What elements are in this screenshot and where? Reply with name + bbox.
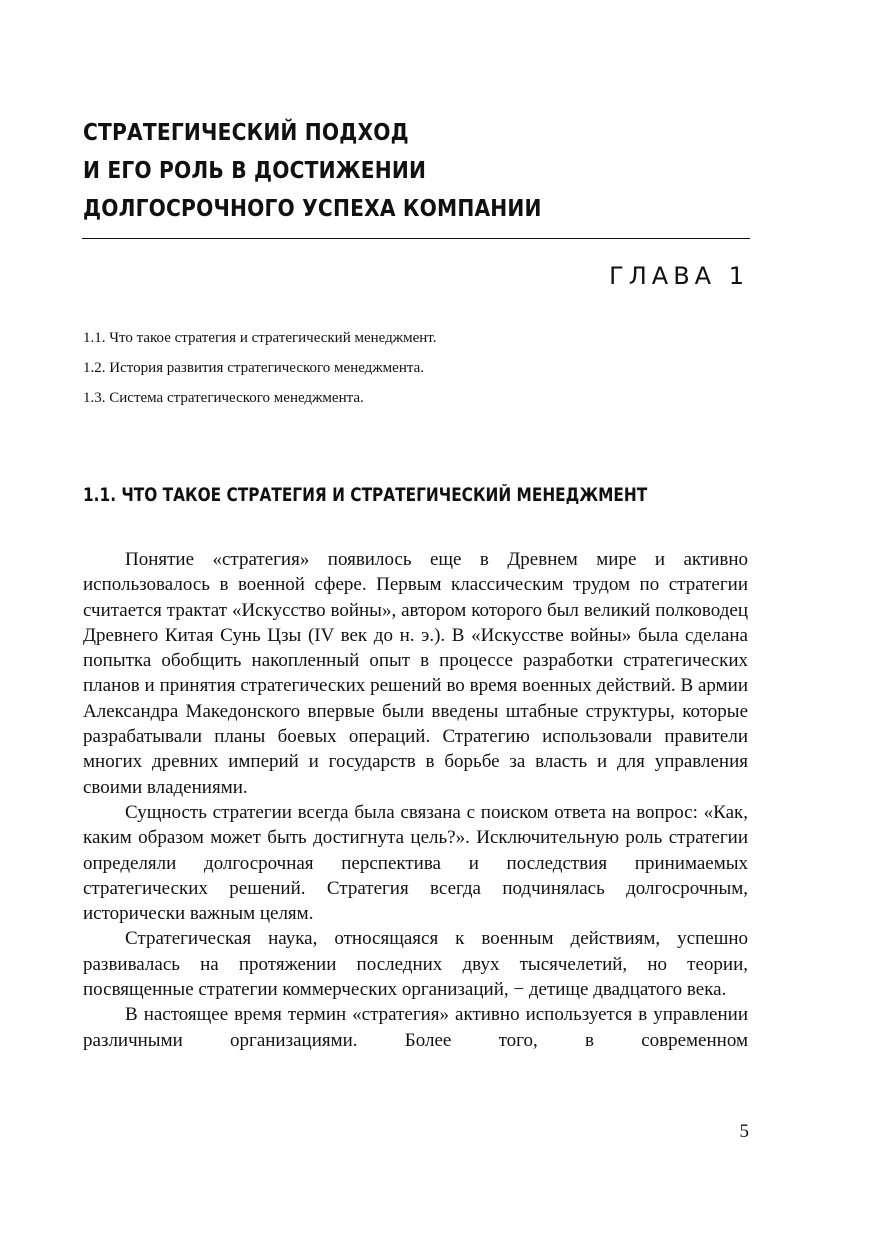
title-divider — [82, 238, 750, 239]
paragraph: Понятие «стратегия» появилось еще в Древнем мире и активно использовалось в военной сфере. Первым классическим трудом по стратегии считается трактат «Искусство войны», автором которого был великий полководец Древнего Китая Сунь Цзы (IV век до н. э.). В «Искусстве войны» была сделана попытка обобщить накопленный опыт в процессе разработки стратегических планов и принятия стратегических решений во время военных действий. В армии Александра Македонского впервые были введены штабные структуры, которые разрабатывали планы боевых операций. Стратегию использовали правители многих древних империй и государств в борьбе за власть и для управления своими владениями. — [83, 549, 748, 798]
paragraph: В настоящее время термин «стратегия» активно используется в управлении различными организациями. Более того, в современном — [83, 1004, 748, 1051]
chapter-title — [83, 114, 681, 228]
toc-item: 1.2. История развития стратегического менеджмента. — [83, 360, 425, 376]
chapter-contents — [83, 326, 436, 416]
paragraph: Стратегическая наука, относящаяся к военным действиям, успешно развивалась на протяжении последних двух тысячелетий, но теории, посвященные стратегии коммерческих организаций, − детище двадцатого века. — [83, 928, 748, 1001]
page-number: 5 — [739, 1121, 749, 1142]
toc-item: 1.1. Что такое стратегия и стратегический менеджмент. — [83, 330, 437, 346]
section-heading: 1.1. ЧТО ТАКОЕ СТРАТЕГИЯ И СТРАТЕГИЧЕСКИЙ МЕНЕДЖМЕНТ — [83, 485, 648, 506]
toc-item: 1.3. Система стратегического менеджмента. — [83, 390, 364, 406]
body-text — [83, 547, 748, 1053]
chapter-label: ГЛАВА 1 — [609, 262, 749, 290]
chapter-title-line: ДОЛГОСРОЧНОГО УСПЕХА КОМПАНИИ — [83, 196, 542, 222]
paragraph: Сущность стратегии всегда была связана с поиском ответа на вопрос: «Как, каким образом может быть достигнута цель?». Исключительную роль стратегии определяли долгосрочная перспектива и последствия принимаемых стратегических решений. Стратегия всегда подчинялась долгосрочным, исторически важным целям. — [83, 801, 748, 925]
chapter-title-line: И ЕГО РОЛЬ В ДОСТИЖЕНИИ — [83, 158, 427, 184]
chapter-title-line: СТРАТЕГИЧЕСКИЙ ПОДХОД — [83, 120, 409, 146]
